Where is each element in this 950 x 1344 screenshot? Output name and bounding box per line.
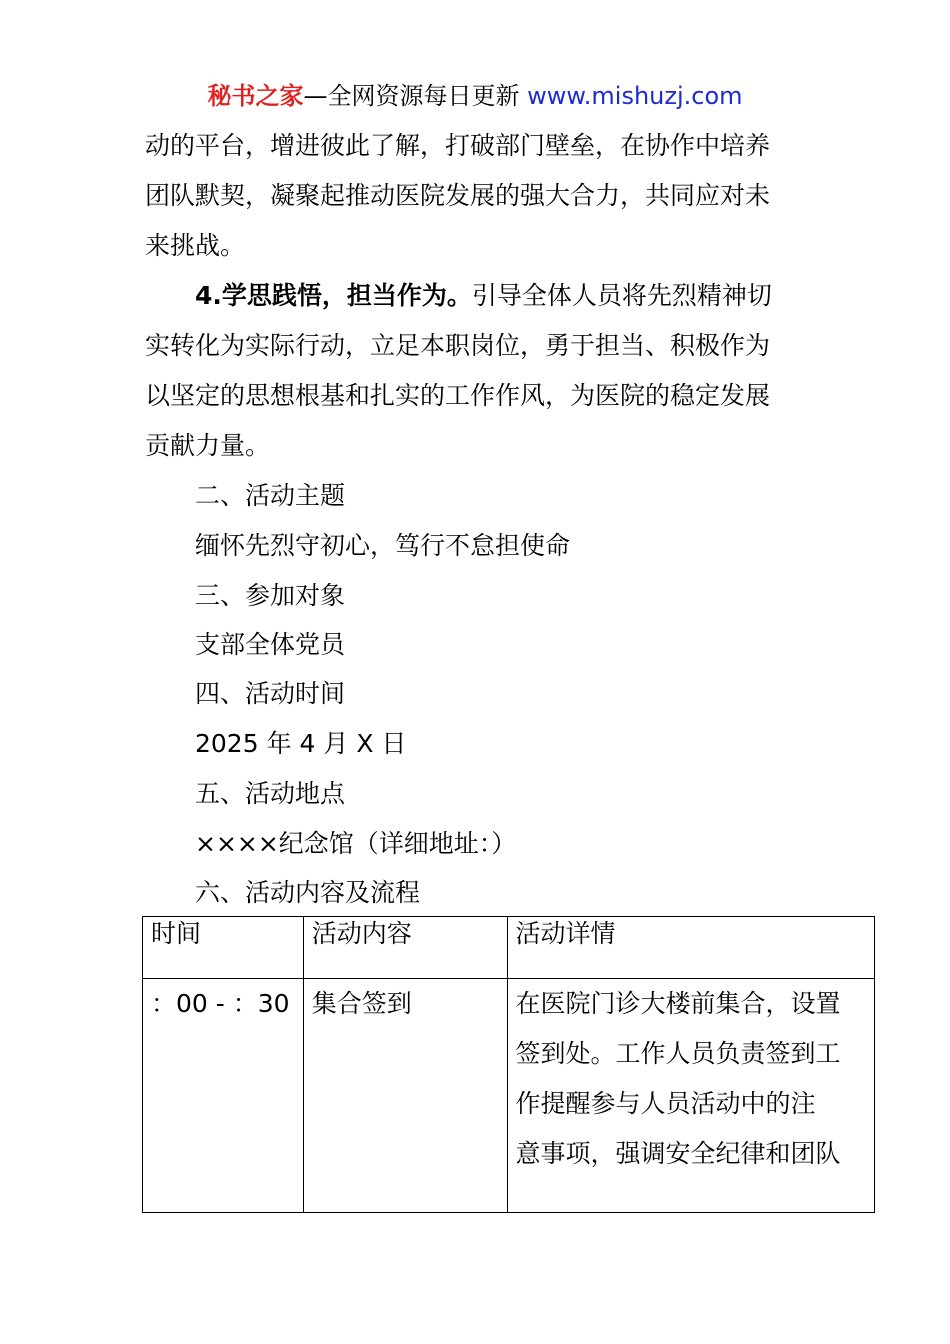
section-content: 支部全体党员 [195, 630, 346, 659]
bold-lead: 4.学思践悟，担当作为。 [195, 281, 472, 310]
section-content: 2025 年 4 月 X 日 [195, 729, 407, 758]
site-url-link[interactable]: www.mishuzj.com [527, 82, 743, 110]
section-content: 缅怀先烈守初心，笃行不怠担使命 [195, 531, 571, 560]
cell-content: 集合签到 [303, 979, 507, 1213]
section-heading: 五、活动地点 [195, 779, 346, 808]
table-row [143, 979, 875, 1213]
site-header [0, 80, 950, 112]
table-header-row [143, 917, 875, 979]
activity-schedule-table [142, 916, 875, 1213]
detail-line: 作提醒参与人员活动中的注 [515, 1089, 816, 1118]
body-text-line: 团队默契，凝聚起推动医院发展的强大合力，共同应对未 [145, 181, 771, 210]
brand-name: 秘书之家 [207, 82, 304, 110]
body-text-line: 以坚定的思想根基和扎实的工作作风，为医院的稳定发展 [145, 381, 771, 410]
detail-line: 意事项，强调安全纪律和团队 [515, 1139, 841, 1168]
header-detail: 活动详情 [507, 917, 875, 979]
header-time: 时间 [143, 917, 304, 979]
body-text-line: 贡献力量。 [145, 431, 271, 460]
detail-line: 签到处。工作人员负责签到工 [515, 1039, 841, 1068]
lead-rest: 引导全体人员将先烈精神切 [471, 281, 772, 310]
section-heading: 六、活动内容及流程 [195, 878, 421, 907]
cell-detail [507, 979, 875, 1213]
header-tagline: —全网资源每日更新 [303, 82, 528, 110]
section-heading: 三、参加对象 [195, 581, 346, 610]
detail-line: 在医院门诊大楼前集合，设置 [515, 989, 841, 1018]
body-text-line: 实转化为实际行动，立足本职岗位，勇于担当、积极作为 [145, 331, 771, 360]
cell-time: ：00 - ：30 [143, 979, 304, 1213]
body-text-line: 动的平台，增进彼此了解，打破部门壁垒，在协作中培养 [145, 131, 771, 160]
paragraph-lead-line [195, 279, 895, 313]
body-text-line: 来挑战。 [145, 231, 246, 260]
section-heading: 二、活动主题 [195, 481, 346, 510]
section-content: ××××纪念馆（详细地址：） [195, 829, 517, 858]
section-heading: 四、活动时间 [195, 679, 346, 708]
header-content: 活动内容 [303, 917, 507, 979]
